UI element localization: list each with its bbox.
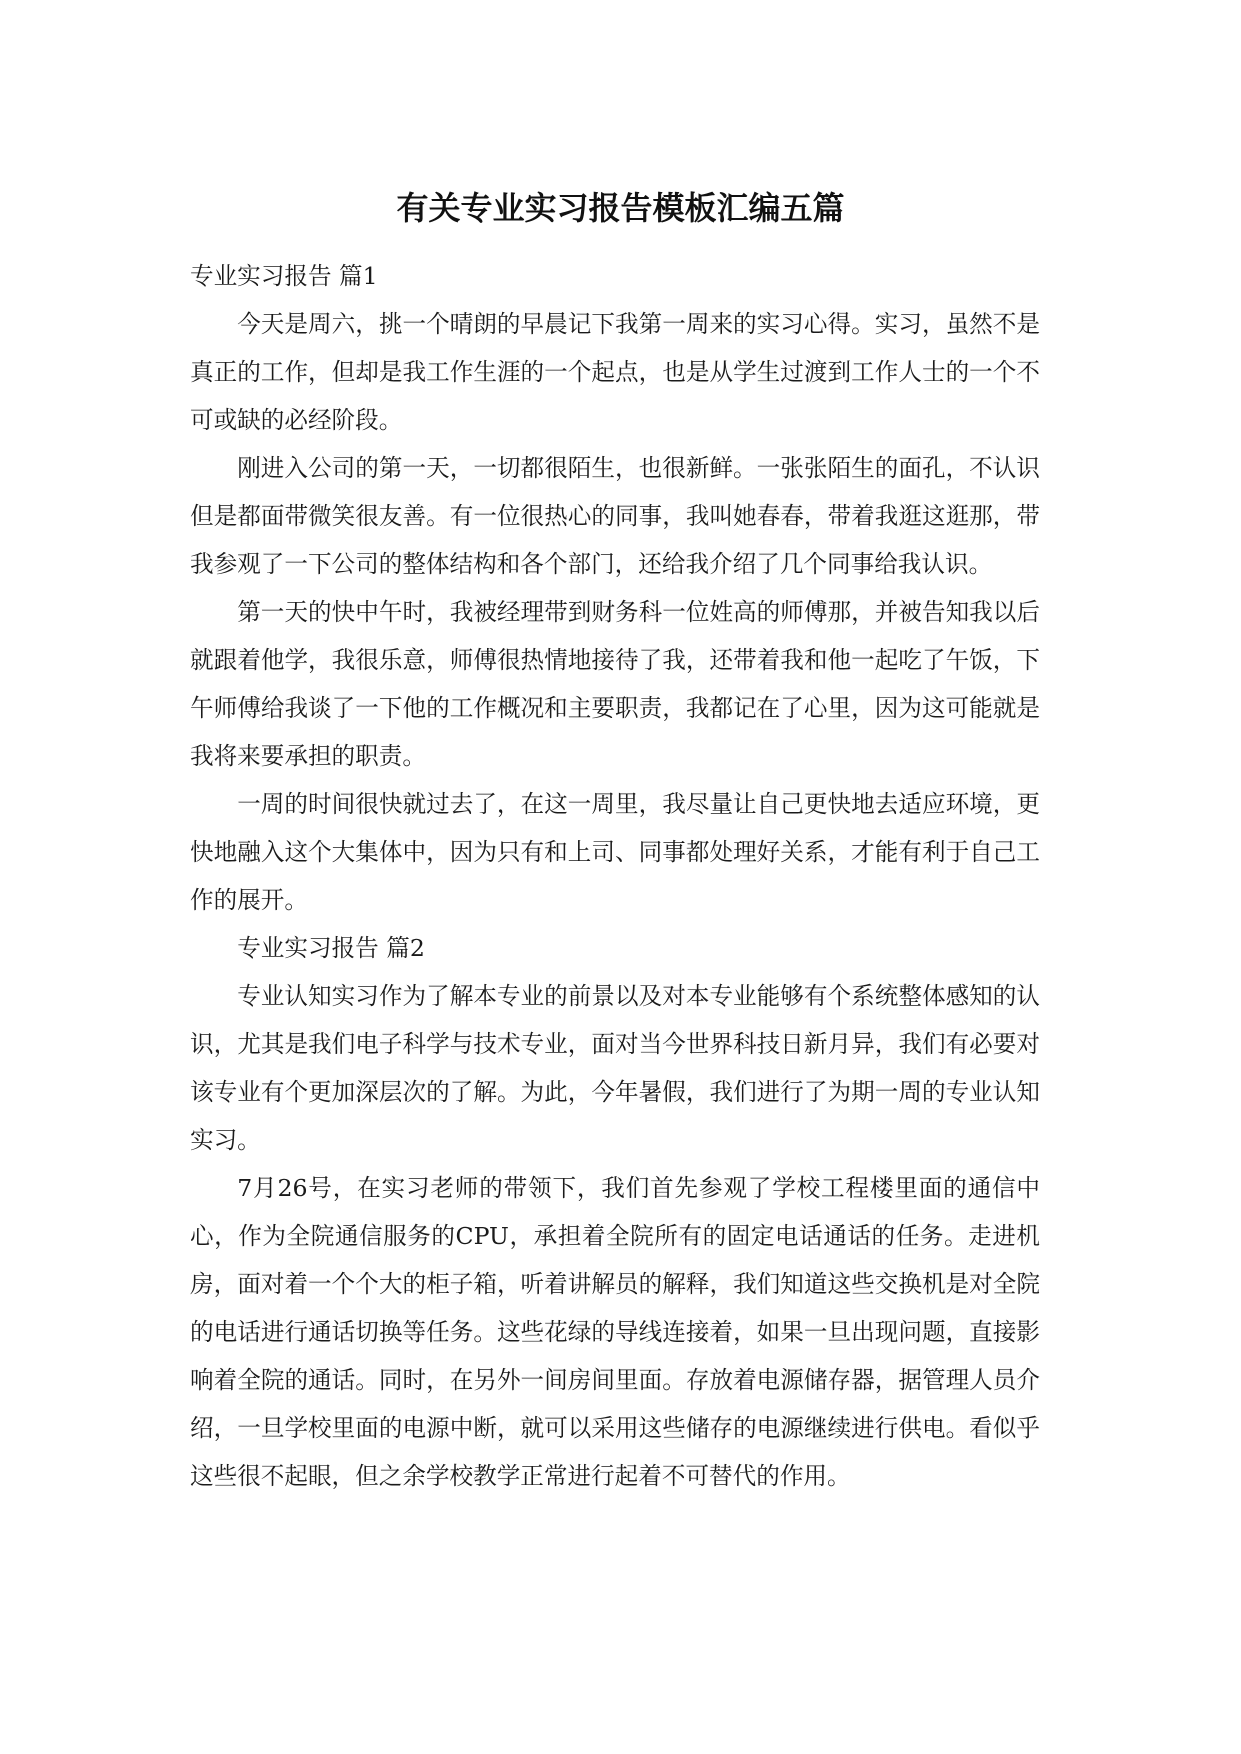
body-paragraph: 专业认知实习作为了解本专业的前景以及对本专业能够有个系统整体感知的认识，尤其是我们电子科学与技术专业，面对当今世界科技日新月异，我们有必要对该专业有个更加深层次的了解。为此，今年暑假，我们进行了为期一周的专业认知实习。	[190, 982, 1040, 1154]
body-paragraph: 一周的时间很快就过去了，在这一周里，我尽量让自己更快地去适应环境，更快地融入这个大集体中，因为只有和上司、同事都处理好关系，才能有利于自己工作的展开。	[190, 790, 1040, 914]
body-paragraph: 第一天的快中午时，我被经理带到财务科一位姓高的师傅那，并被告知我以后就跟着他学，我很乐意，师傅很热情地接待了我，还带着我和他一起吃了午饭，下午师傅给我谈了一下他的工作概况和主要职责，我都记在了心里，因为这可能就是我将来要承担的职责。	[190, 598, 1040, 770]
body-paragraph: 刚进入公司的第一天，一切都很陌生，也很新鲜。一张张陌生的面孔，不认识但是都面带微笑很友善。有一位很热心的同事，我叫她春春，带着我逛这逛那，带我参观了一下公司的整体结构和各个部门，还给我介绍了几个同事给我认识。	[190, 454, 1040, 578]
document-title: 有关专业实习报告模板汇编五篇	[396, 189, 845, 227]
body-paragraph: 今天是周六，挑一个晴朗的早晨记下我第一周来的实习心得。实习，虽然不是真正的工作，但却是我工作生涯的一个起点，也是从学生过渡到工作人士的一个不可或缺的必经阶段。	[190, 310, 1040, 434]
section-heading: 专业实习报告 篇2	[237, 934, 425, 962]
document-body	[190, 252, 1040, 1500]
body-paragraph: 7月26号，在实习老师的带领下，我们首先参观了学校工程楼里面的通信中心，作为全院通信服务的CPU，承担着全院所有的固定电话通话的任务。走进机房，面对着一个个大的柜子箱，听着讲解员的解释，我们知道这些交换机是对全院的电话进行通话切换等任务。这些花绿的导线连接着，如果一旦出现问题，直接影响着全院的通话。同时，在另外一间房间里面。存放着电源储存器，据管理人员介绍，一旦学校里面的电源中断，就可以采用这些储存的电源继续进行供电。看似乎这些很不起眼，但之余学校教学正常进行起着不可替代的作用。	[190, 1174, 1040, 1490]
section-heading: 专业实习报告 篇1	[190, 262, 378, 290]
